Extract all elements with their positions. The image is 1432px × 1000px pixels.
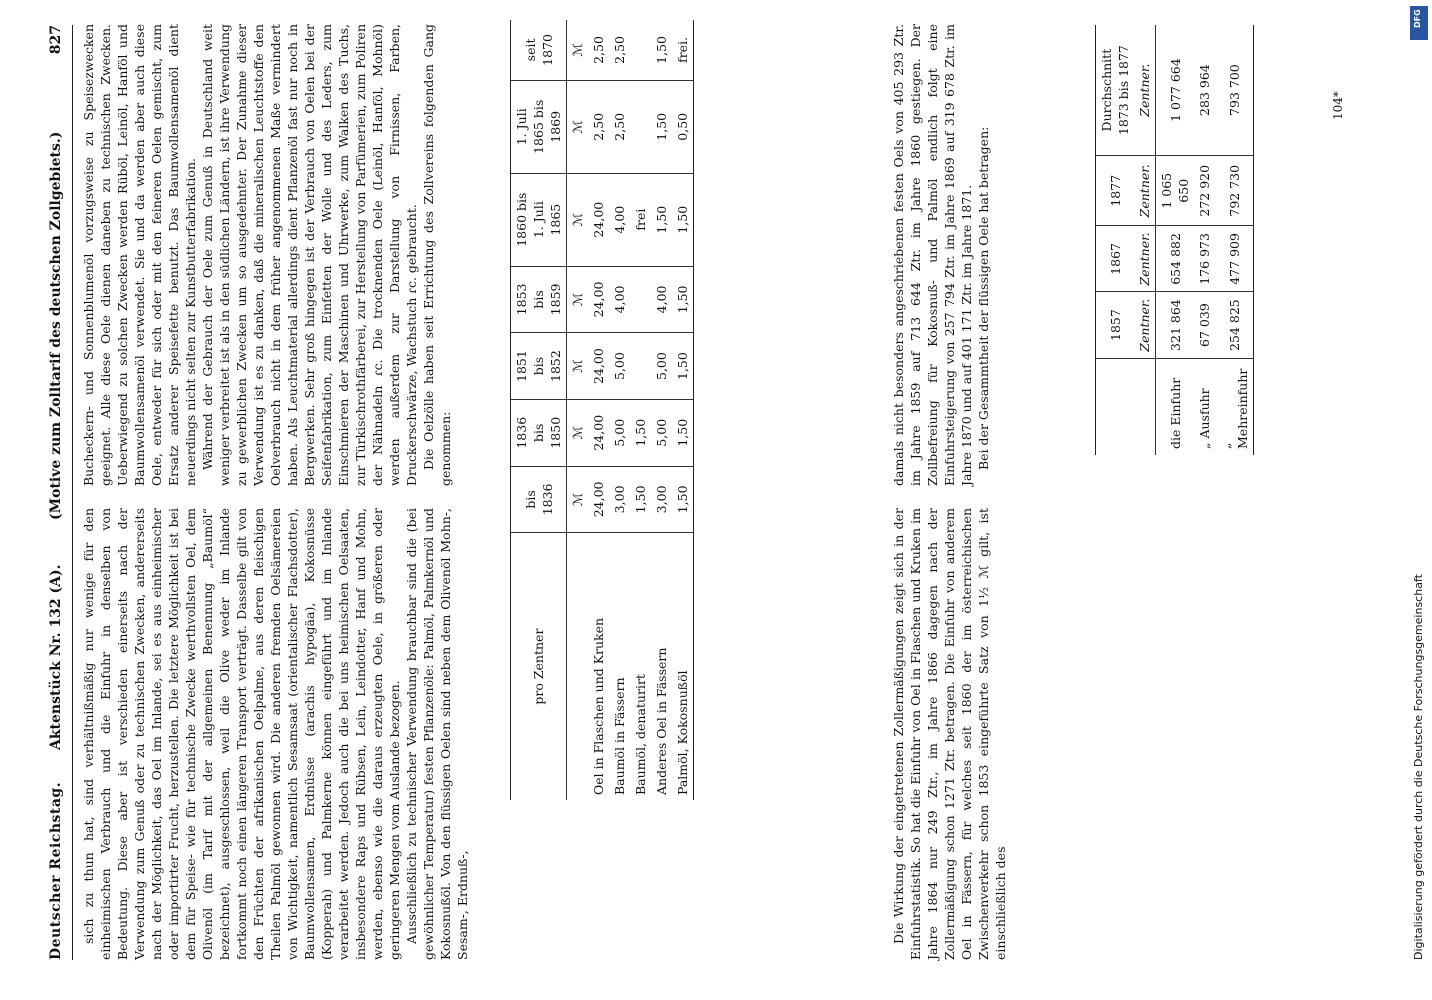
table-cell: 4,00 [609, 266, 630, 333]
table-cell: 1,50 [672, 173, 694, 266]
table-cell: 2,50 [609, 80, 630, 173]
paragraph: Die Oelzölle haben seit Errichtung des Zollvereins folgenden Gang genommen: [421, 24, 453, 486]
table-cell: 0,50 [672, 80, 694, 173]
row-label: Baumöl, denaturirt [633, 674, 648, 795]
unit-cell: ℳ [567, 80, 589, 173]
right-column [80, 24, 454, 486]
table-header-row [511, 20, 567, 800]
table-cell: 5,00 [651, 333, 672, 400]
table-row [1156, 25, 1195, 455]
table-cell: 1,50 [672, 333, 694, 400]
dfg-logo-icon: DFG [1410, 6, 1428, 40]
unit-cell: ℳ [567, 173, 589, 266]
table-cell: 1 077 664 [1156, 25, 1195, 156]
row-label: „ Mehreinfuhr [1215, 358, 1254, 455]
paragraph: Bucheckern- und Sonnenblumenöl vorzugsweise zu Speisezwecken geeignet. Alle diese Oele dienen daneben zu technischen Zwecken. Ueberwiegend zu solchen Zwecken werden Rüböl, Leinöl, Hanföl und Baumwollensamenöl verwendet. Sie und da werden aber auch diese Oele, entweder für sich oder mit den feineren Oelen gemischt, zum Ersatz anderer Speisefette benutzt. Das Baumwollensamenöl dient neuerdings nicht selten zur Kunstbutterfabrikation. [81, 24, 198, 486]
table-cell: 793 700 [1215, 25, 1254, 156]
table-cell: 3,00 [609, 466, 630, 533]
unit-row [1134, 25, 1156, 455]
row-label: „ Ausfuhr [1197, 388, 1212, 449]
column-header: 1853 bis 1859 [511, 266, 567, 333]
unit-label: pro Zentner [511, 533, 567, 800]
column-header: 1860 bis 1. Juli 1865 [511, 173, 567, 266]
table-row [651, 20, 672, 800]
table-cell: 1,50 [672, 266, 694, 333]
running-header [48, 25, 73, 960]
unit-cell: ℳ [567, 20, 589, 80]
table-cell: frei. [672, 20, 694, 80]
table-cell: 1,50 [630, 399, 651, 466]
column-header: seit 1870 [511, 20, 567, 80]
unit-cell: Zentner. [1134, 156, 1156, 226]
left-lower-paragraph [890, 508, 1009, 960]
table-cell: 1,50 [672, 399, 694, 466]
duty-rates-table [510, 20, 694, 800]
table-cell: frei [630, 173, 651, 266]
table-cell: 5,00 [651, 399, 672, 466]
row-label: die Einfuhr [1167, 377, 1183, 449]
header-section-title: (Motive zum Zolltarif des deutschen Zollgebiets.) [48, 131, 64, 520]
table-cell: 321 864 [1156, 292, 1195, 358]
oil-trade-table [1095, 25, 1254, 455]
table-row [630, 20, 651, 800]
column-header: 1851 bis 1852 [511, 333, 567, 400]
table-cell: 1,50 [651, 80, 672, 173]
table-cell: 24,00 [588, 466, 609, 533]
table-row [1215, 25, 1254, 455]
table-cell: 3,00 [651, 466, 672, 533]
dfg-sidebar [1406, 0, 1432, 1000]
table-cell: 283 964 [1194, 25, 1215, 156]
row-label: Baumöl in Fässern [612, 677, 627, 795]
table-cell: 24,00 [588, 173, 609, 266]
table-cell: 24,00 [588, 399, 609, 466]
paragraph: damals nicht besonders angeschriebenen festen Oels von 405 293 Ztr. im Jahre 1859 auf 713 644 Ztr. im Jahre 1860 gestiegen. Der Zollbefreiung für Kokosnuß- und Palmöl endlich folgt eine Einfuhrsteigerung von 257 794 Ztr. im Jahre 1869 auf 319 678 Ztr. im Jahre 1870 und auf 401 171 Ztr. im Jahre 1871. [891, 24, 974, 486]
table-row [588, 20, 609, 800]
sheet-signature: 104* [1331, 91, 1345, 120]
paragraph: sich zu thun hat, sind verhältnißmäßig nur wenige für den einheimischen Verbrauch und die Einfuhr in denselben von Bedeutung. Diese aber ist verschieden einerseits nach der Verwendung zum Genuß oder zu technischen Zwecken, andererseits nach der Möglichkeit, das Oel im Inlande, sei es aus einheimischer oder importirter Frucht, herzustellen. Die letztere Möglichkeit ist bei dem für Speise- wie für technische Zwecke werthvollsten Oel, dem Olivenöl (im Tarif mit der allgemeinen Benennung „Baumöl“ bezeichnet), ausgeschlossen, weil die Olive weder im Inlande fortkommt noch einen längeren Transport verträgt. Dasselbe gilt von den Früchten der afrikanischen Oelpalme, aus deren fleischigen Theilen Palmöl gewonnen wird. Die anderen fremden Oelsämereien von Wichtigkeit, namentlich Sesamsaat (orientalischer Flachsdotter), Baumwollensamen, Erdnüsse (arachis hypogäa), Kokosnüsse (Kopperah) und Palmkerne können eingeführt und im Inlande verarbeitet werden. Jedoch auch die bei uns heimischen Oelsaaten, insbesondere Raps und Rübsen, Lein, Leindotter, Hanf und Mohn, werden, ebenso wie die daraus erzeugten Oele, in größeren oder geringeren Mengen vom Auslande bezogen. [81, 508, 402, 960]
table-cell: 2,50 [609, 20, 630, 80]
table-cell: 5,00 [609, 333, 630, 400]
table-cell: 1 065 650 [1156, 156, 1195, 226]
row-label: Palmöl, Kokosnußöl [672, 533, 694, 800]
table-cell: 176 973 [1194, 226, 1215, 292]
unit-cell: ℳ [567, 266, 589, 333]
table-cell: 1,50 [651, 20, 672, 80]
table-cell [630, 20, 651, 80]
unit-cell: Zentner. [1134, 226, 1156, 292]
column-header: 1857 [1096, 292, 1135, 358]
column-header: 1836 bis 1850 [511, 399, 567, 466]
table-row [672, 20, 694, 800]
table-cell: 2,50 [588, 20, 609, 80]
table-row [609, 20, 630, 800]
column-header: 1877 [1096, 156, 1135, 226]
header-document-number: Aktenstück Nr. 132 (A). [48, 564, 64, 750]
table-cell: 254 825 [1215, 292, 1254, 358]
table-cell: 5,00 [609, 399, 630, 466]
table-cell: 477 909 [1215, 226, 1254, 292]
table-cell [630, 80, 651, 173]
table-cell: 24,00 [588, 266, 609, 333]
column-header: 1867 [1096, 226, 1135, 292]
table-cell: 272 920 [1194, 156, 1215, 226]
table-cell: 654 882 [1156, 226, 1195, 292]
table-cell: 2,50 [588, 80, 609, 173]
unit-cell: Zentner. [1134, 292, 1156, 358]
unit-row [567, 20, 589, 800]
table-row [1194, 25, 1215, 455]
table-cell: 4,00 [609, 173, 630, 266]
table-cell: 792 730 [1215, 156, 1254, 226]
paragraph: Ausschließlich zu technischer Verwendung brauchbar sind die (bei gewöhnlicher Temperatur) festen Pflanzenöle: Palmöl, Palmkernöl und Kokosnußöl. Von den flüssigen Oelen sind neben dem Olivenöl Mohn-, Sesam-, Erdnuß-, [404, 508, 470, 960]
table-header-row [1096, 25, 1135, 455]
page-number: 827 [48, 25, 64, 55]
dfg-funding-notice: Digitalisierung gefördert durch die Deutsche Forschungsgemeinschaft [1412, 574, 1425, 960]
table-cell: 1,50 [630, 466, 651, 533]
paragraph: Bei der Gesammtheit der flüssigen Oele hat betragen: [976, 126, 991, 470]
row-label: Oel in Flaschen und Kruken [591, 617, 606, 795]
right-lower-paragraphs [890, 24, 992, 486]
left-column [80, 508, 471, 960]
table-cell: 1,50 [651, 173, 672, 266]
unit-cell: Zentner. [1134, 25, 1156, 156]
column-header: bis 1836 [511, 466, 567, 533]
column-header: Durchschnitt 1873 bis 1877 [1096, 25, 1135, 156]
paragraph: Während der Gebrauch der Oele zum Genuß in Deutschland weit weniger verbreitet ist als in den südlichen Ländern, ist ihre Verwendung zu gewerblichen Zwecken um so ausgedehnter. Der Zunahme dieser Verwendung ist es zu danken, daß die mineralischen Leuchtstoffe den Oelverbrauch nicht in dem früher angenommenen Maße vermindert haben. Als Leuchtmaterial allerdings dient Pflanzenöl fast nur noch in Bergwerken. Sehr groß hingegen ist der Verbrauch von Oelen bei der Seifenfabrikation, zum Einfetten der Wolle und des Leders, zum Einschmieren der Maschinen und Uhrwerke, zum Walken des Tuchs, zur Türkischrothfärberei, zur Herstellung von Parfümerien, zum Poliren der Nähnadeln ɾc. Die trocknenden Oele (Leinöl, Hanföl, Mohnöl) werden außerdem zur Darstellung von Firnissen, Farben, Druckerschwärze, Wachstuch ɾc. gebraucht. [200, 24, 419, 486]
unit-cell: ℳ [567, 333, 589, 400]
header-publication: Deutscher Reichstag. [48, 781, 64, 960]
paragraph: Die Wirkung der eingetretenen Zollermäßigungen zeigt sich in der Einfuhrstatistik. So hat die Einfuhr von Oel in Flaschen und Kruken im Jahre 1864 nur 249 Ztr., im Jahre 1866 dagegen nach der Zollermäßigung schon 1271 Ztr. betragen. Die Einfuhr von anderem Oel in Fässern, für welches seit 1860 der im österreichischen Zwischenverkehr schon 1853 eingeführte Satz von 1½ ℳ gilt, ist einschließlich des [891, 508, 1008, 960]
table-cell [630, 333, 651, 400]
table-cell: 24,00 [588, 333, 609, 400]
table-cell [630, 266, 651, 333]
column-header: 1. Juli 1865 bis 1869 [511, 80, 567, 173]
table-cell: 1,50 [672, 466, 694, 533]
table-cell: 67 039 [1194, 292, 1215, 358]
row-label: Anderes Oel in Fässern [654, 647, 669, 795]
unit-cell: ℳ [567, 466, 589, 533]
unit-cell: ℳ [567, 399, 589, 466]
table-cell: 4,00 [651, 266, 672, 333]
